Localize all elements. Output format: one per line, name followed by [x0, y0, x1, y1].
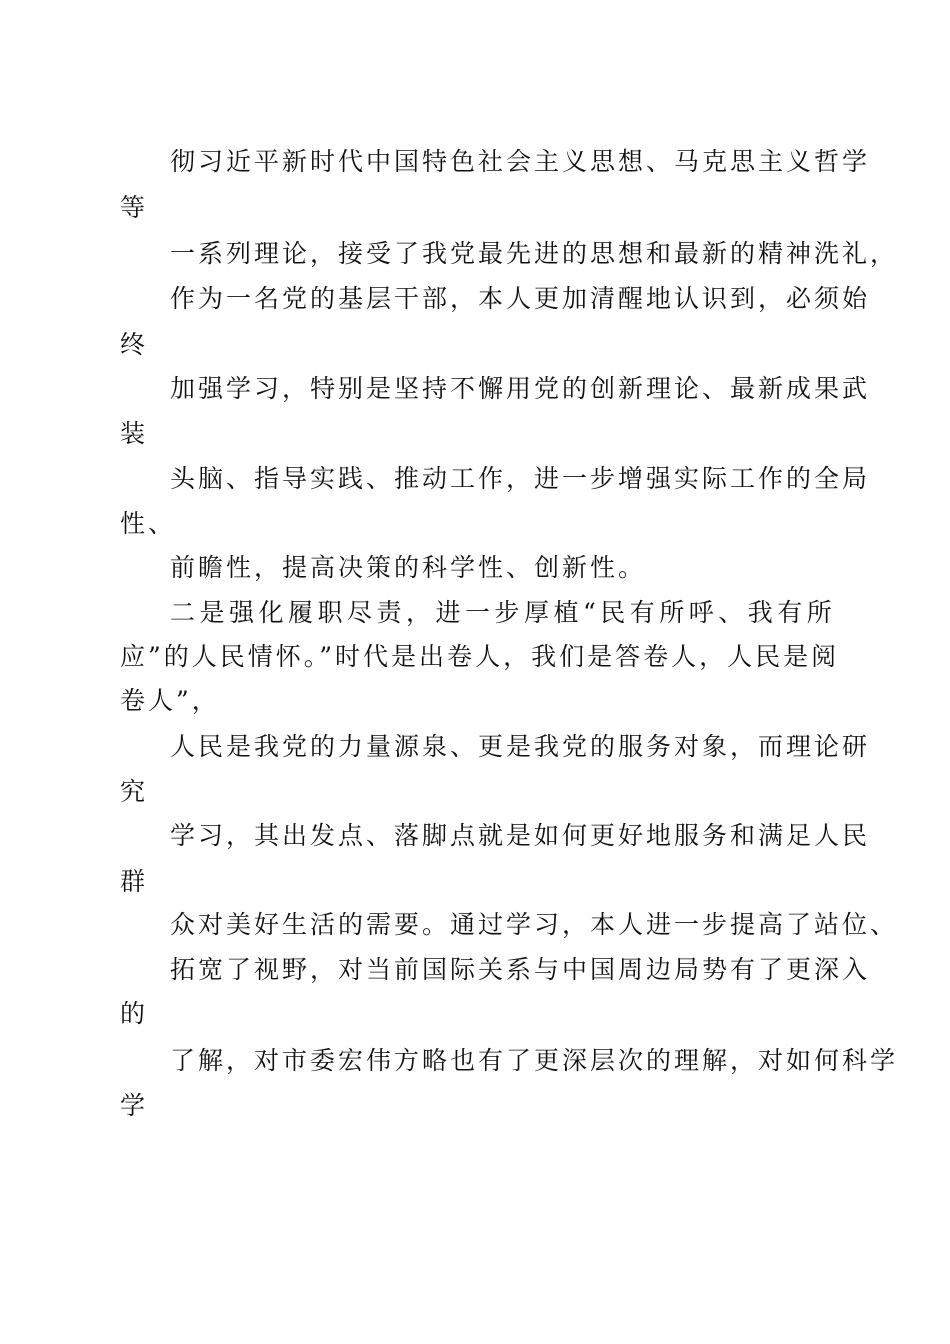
text-line: 等 [120, 193, 149, 222]
text-line: 究 [120, 777, 149, 806]
text-line: 拓宽了视野，对当前国际关系与中国周边局势有了更深入 [170, 955, 871, 984]
text-line: 性、 [120, 509, 177, 538]
text-line: 了解，对市委宏伟方略也有了更深层次的理解，对如何科学 [170, 1046, 899, 1075]
text-line: 卷人”， [120, 686, 220, 715]
text-line: 应”的人民情怀。”时代是出卷人，我们是答卷人，人民是阅 [120, 642, 840, 671]
text-line: 群 [120, 867, 149, 896]
text-line: 前瞻性，提高决策的科学性、创新性。 [170, 553, 647, 582]
text-line: 人民是我党的力量源泉、更是我党的服务对象，而理论研 [170, 732, 871, 761]
text-line: 学习，其出发点、落脚点就是如何更好地服务和满足人民 [170, 821, 871, 850]
text-line: 装 [120, 419, 149, 448]
text-line: 学 [120, 1091, 149, 1120]
text-line: 的 [120, 999, 149, 1028]
text-line: 众对美好生活的需要。通过学习，本人进一步提高了站位、 [170, 910, 899, 939]
text-line: 加强学习，特别是坚持不懈用党的创新理论、最新成果武 [170, 374, 871, 403]
text-line: 头脑、指导实践、推动工作，进一步增强实际工作的全局 [170, 464, 871, 493]
text-line: 一系列理论，接受了我党最先进的思想和最新的精神洗礼， [170, 239, 899, 268]
section-heading: 二是强化履职尽责，进一步厚植“民有所呼、我有所 [170, 598, 837, 627]
text-line: 终 [120, 330, 149, 359]
text-line: 作为一名党的基层干部，本人更加清醒地认识到，必须始 [170, 284, 871, 313]
text-line: 彻习近平新时代中国特色社会主义思想、马克思主义哲学 [170, 147, 871, 176]
